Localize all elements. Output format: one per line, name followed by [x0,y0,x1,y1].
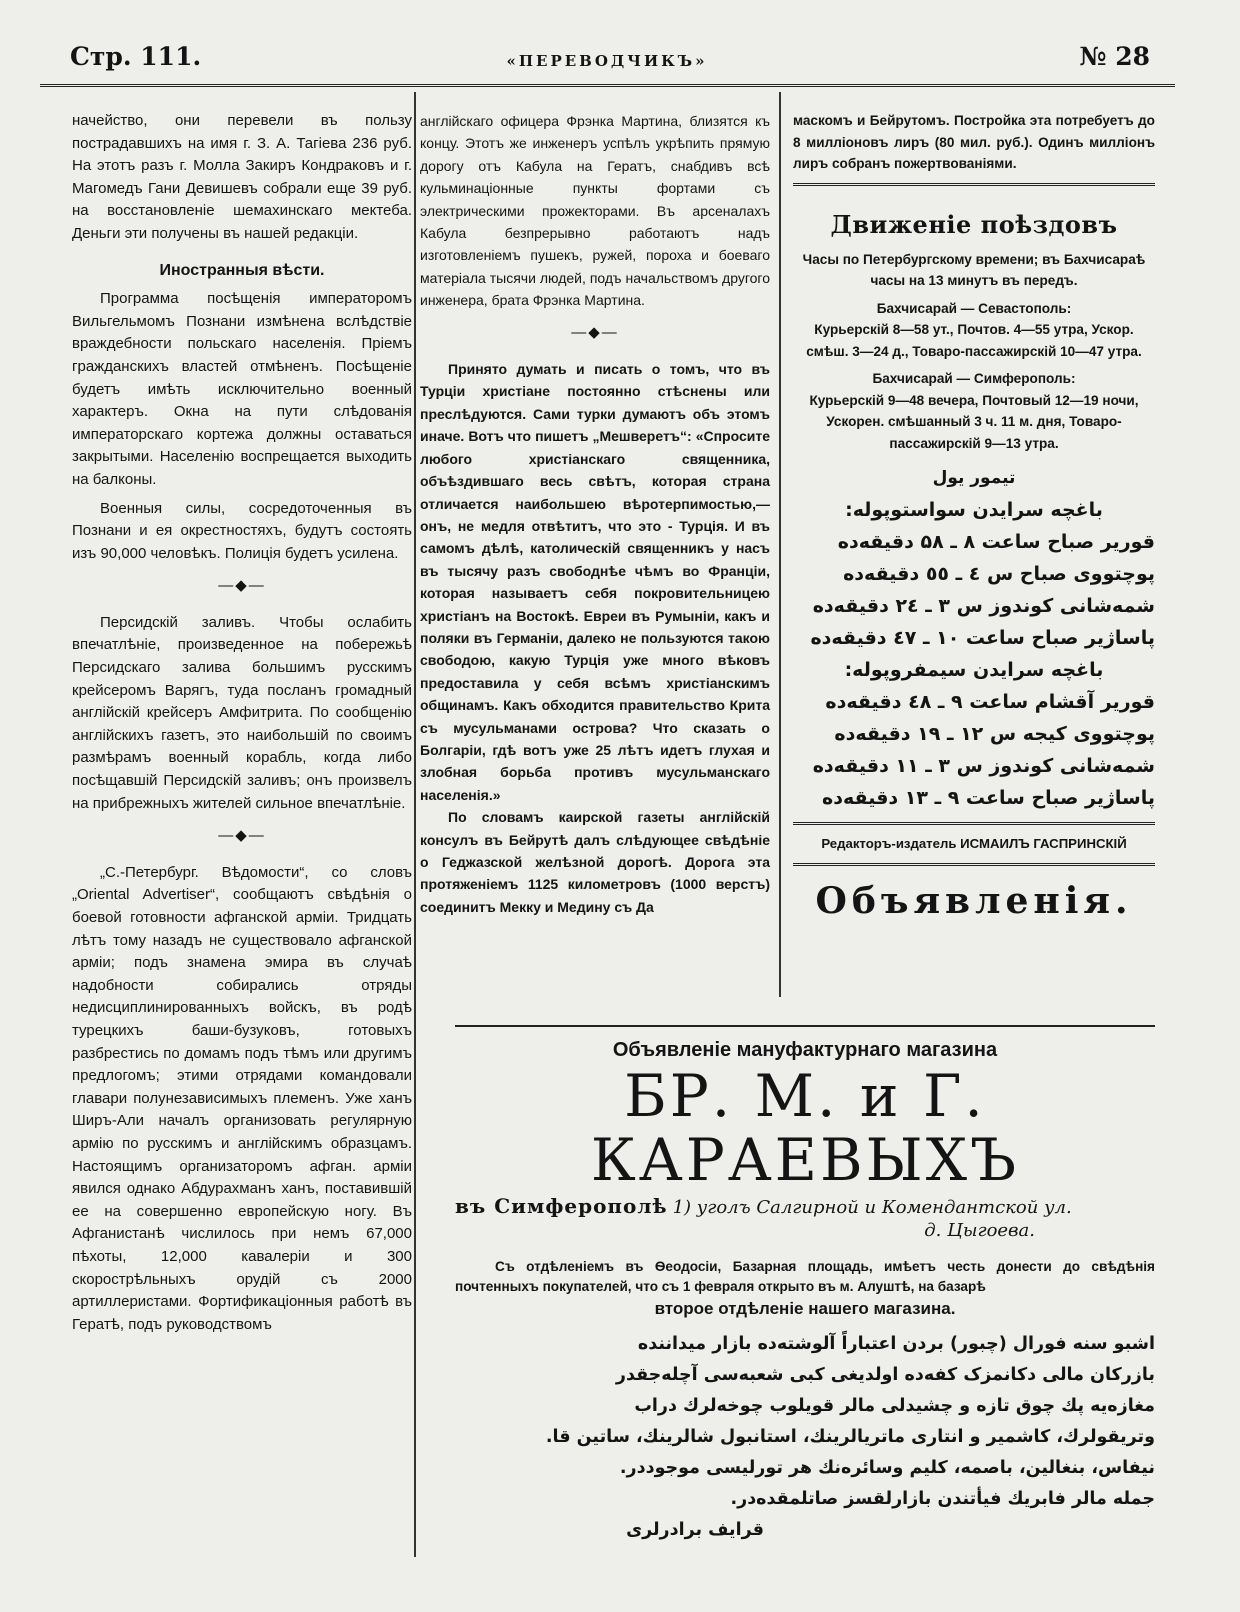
ad-arabic-line: بازرکان مالی دکانمزک کفه‌ده اولدیغی کبی شعبه‌سی آچله‌جقدر [615,1365,1155,1385]
arabic-route-2-line: قوریر آقشام ساعت ۹ ـ ٤٨ دقیقه‌ده [825,691,1155,713]
column-3-rule [793,183,1155,186]
header-rule [40,84,1175,87]
ad-arabic-line: مغازه‌یه پك چوق تازه و چشیدلی مالر قویلوب چوخه‌لرك دراب [634,1396,1155,1416]
arabic-route-1-line: شمه‌شانی کوندوز س ۳ ـ ۲٤ دقیقه‌ده [812,595,1155,617]
separator-ornament: —◆— [571,323,619,341]
newspaper-title: «ПЕРЕВОДЧИКЪ» [506,52,708,70]
ad-arabic-text [455,1329,1155,1546]
arabic-route-1-title: باغچه سرایدن سواستوپوله: [845,499,1103,521]
donation-paragraph: начейство, они перевели въ пользу пострадавшихъ на имя г. З. А. Тагіева 236 руб. На этотъ разъ г. Молла Закиръ Кондраковъ и г. Магомедъ Гани Девишевъ собрали еще 39 руб. на восстановленіе шемахинскаго мектеба. Деньги эти получены въ нашей редакціи. [72,112,412,242]
poznan-forces-paragraph: Военныя силы, сосредоточенныя въ Познани и ея окрестностяхъ, будутъ состоять изъ 90,000 человѣкъ. Полиція будетъ усилена. [72,499,412,562]
column-divider-1 [414,92,416,1557]
arabic-route-2-line: پوچتووی کیجه س ۱۲ ـ ۱۹ دقیقه‌ده [834,723,1155,745]
ad-title: Объявленіе мануфактурнаго магазина [612,1039,998,1061]
separator-ornament: —◆— [218,827,266,845]
ad-body-text: Съ отдѣленіемъ въ Ѳеодосіи, Базарная площадь, имѣетъ честь донести до свѣдѣнія почтенныхъ покупателей, что съ 1 февраля открыто въ м. Алуштѣ, на базарѣ [455,1259,1155,1294]
ad-building: д. Цыгоева. [924,1220,1035,1241]
ad-arabic-line: اشبو سنه فورال (چبور) بردن اعتباراً آلوشته‌ده بازار میداننده [637,1334,1155,1354]
trains-heading: Движеніе поѣздовъ [830,209,1118,239]
railway-cost-paragraph: маскомъ и Бейрутомъ. Постройка эта потребуетъ до 8 милліоновъ лиръ (80 мил. руб.). Одинъ милліонъ лиръ собранъ пожертвованіями. [793,113,1155,171]
arabic-route-2-line: پاساژیر صباح ساعت ۹ ـ ۱۳ دقیقه‌ده [822,787,1155,809]
separator-ornament: —◆— [218,577,266,595]
persian-gulf-paragraph: Персидскій заливъ. Чтобы ослабить впечатлѣніе, произведенное на побережьѣ Персидскаго залива большимъ русскимъ крейсеромъ Варягъ, туда посланъ громадный англійскій крейсеръ Амфитрита. По сообщенію англійскихъ газетъ, это наибольшій по своимъ размѣрамъ военный корабль, когда либо посѣщавшій Персидскій заливъ; онъ произвелъ на прибрежныхъ жителей сильное впечатлѣніе. [72,613,412,812]
route-1-title: Бахчисарай — Севастополь: [876,300,1072,316]
route-1-schedule: Курьерскій 8—58 ут., Почтов. 4—55 утра, Ускор. смѣш. 3—24 д., Товаро-пассажирскій 10—47 утра. [806,322,1142,359]
arabic-route-1-line: پوچتووی صباح س ٤ ـ ٥٥ دقیقه‌ده [843,563,1155,585]
ad-arabic-line: جمله مالر فابریك فیأتندن بازارلقسز صاتلمقده‌در. [730,1489,1155,1509]
section-heading-foreign-news: Иностранныя вѣсти. [159,261,325,279]
editor-line: Редакторъ-издатель ИСМАИЛЪ ГАСПРИНСКІЙ [821,836,1127,851]
route-2-schedule: Курьерскій 9—48 вечера, Почтовый 12—19 ночи, Ускорен. смѣшанный 3 ч. 11 м. дня, Товаро-пассажирскій 9—13 утра. [809,392,1139,451]
turkey-tolerance-paragraph: Принято думать и писать о томъ, что въ Турціи христіане постоянно стѣснены или преслѣдуются. Сами турки думаютъ объ этомъ иначе. Вотъ что пишетъ „Мешверетъ“: «Спросите любого христіанскаго священника, объѣздившаго весь свѣтъ, которая страна отличается наибольшею вѣротерпимостью,— онъ, не медля отвѣтитъ, что это - Турція. И въ самомъ дѣлѣ, католическій священникъ у насъ въ тысячу разъ свободнѣе чѣмъ во Франціи, которая называетъ себя покровительницею христіанъ на Востокѣ. Евреи въ Румыніи, какъ и поляки въ Германіи, далеко не пользуются такою свободою, какую Турція уже много вѣковъ предоставила у себя всѣмъ христіанскимъ общинамъ. Какъ обходится правительство Крита съ мусульманами острова? Что сказать о Болгаріи, гдѣ вотъ уже 25 лѣтъ идетъ глухая и злобная борьба противъ мусульманскаго населенія.» [420,361,770,803]
column-3-rule [793,863,1155,866]
column-divider-2 [779,92,781,997]
arabic-route-2-line: شمه‌شانی کوندوز س ۳ ـ ۱۱ دقیقه‌ده [812,755,1155,777]
page-header [42,40,1172,84]
issue-number: № 28 [1079,42,1150,71]
arabic-route-1-line: قوریر صباح ساعت ۸ ـ ۵۸ دقیقه‌ده [837,531,1155,553]
arabic-trains-title: تیمور یول [932,468,1016,488]
martin-paragraph: англійскаго офицера Фрэнка Мартина, близятся къ концу. Этотъ же инженеръ успѣлъ укрѣпить прямую дорогу отъ Кабула на Гератъ, снабдивъ всѣ кульминаціонные пункты фортами съ электрическими прожекторами. Въ арсеналахъ Кабула безпрерывно работаютъ надъ изготовленіемъ пушекъ, ружей, пороха и боеваго матеріала тысячи людей, подъ начальствомъ другого инженера, брата Фрэнка Мартина. [420,113,770,309]
poznan-paragraph: Программа посѣщенія императоромъ Вильгельмомъ Познани измѣнена вслѣдствіе враждебности польскаго населенія. Пріемъ гражданскихъ властей отмѣненъ. Посѣщеніе будетъ имѣть исключительно военный характеръ. Окна на пути слѣдованія императорскаго кортежа должны оставаться закрытыми. Населенію воспрещается выходить на балконы. [72,290,412,488]
ad-city: въ Симферополѣ [455,1194,668,1218]
hejaz-railway-paragraph: По словамъ каирской газеты англійскій консулъ въ Бейрутѣ далъ слѣдующее свѣдѣніе о Геджазской желѣзной дорогѣ. Дорога эта протяженіемъ 1125 километровъ (1000 верстъ) соединитъ Мекку и Медину съ Да [420,809,770,915]
trains-note: Часы по Петербургскому времени; въ Бахчисараѣ часы на 13 минутъ въ передъ. [802,251,1146,288]
page-number: Стр. 111. [70,42,202,71]
column-3-rule [793,822,1155,825]
ad-arabic-line: نیفاس، بنغالین، باصمه، کلیم وسائره‌نك هر تورلیسی موجوددر. [619,1458,1155,1478]
afghan-army-paragraph: „С.-Петербург. Вѣдомости“, со словъ „Oriental Advertiser“, сообщаютъ свѣдѣнія о боевой готовности афганской арміи. Тридцать лѣтъ тому назадъ не существовало афганской арміи; подъ знамена эмира въ случаѣ надобности собирались отряды недисциплинированныхъ войскъ, въ родѣ турецкихъ баши-бузуковъ, готовыхъ разбрестись по домамъ подъ тѣмъ или другимъ предлогомъ; этими отрядами командовали главари полунезависимыхъ племенъ. Уже ханъ Ширъ-Али началъ организовать регулярную армію по русскимъ и англійскимъ образцамъ. Настоящимъ организаторомъ афган. арміи явился однако Абдурахманъ ханъ, поставившій ее на совершенно европейскую ногу. Въ Афганистанѣ числилось при немъ 67,000 пѣхоты, 12,000 кавалеріи и 300 скорострѣльныхъ орудій съ 2000 артиллеристами. Фортификаціонныя работѣ въ Гератѣ, подъ руководствомъ [72,863,412,1333]
arabic-route-2-title: باغچه سرایدن سیمفروپوله: [844,659,1104,681]
ad-store-name: БР. М. и Г. КАРАЕВЫХЪ [590,1062,1020,1194]
advertisement-block [455,1025,1155,1546]
column-1 [72,110,412,1336]
ad-signature: قرایف برادرلری [626,1520,764,1540]
column-2 [420,110,770,918]
arabic-route-1-line: پاساژیر صباح ساعت ۱۰ ـ ٤٧ دقیقه‌ده [810,627,1155,649]
advertisements-heading: Объявленія. [815,879,1133,922]
ad-second-branch: второе отдѣленіе нашего магазина. [654,1299,956,1318]
ad-address-line [455,1194,1155,1218]
ad-arabic-line: وتریقولرك، کاشمیر و انتاری ماتریالرینك، استانبول شالرینك، ساتین قا. [545,1427,1155,1447]
route-2-title: Бахчисарай — Симферополь: [872,371,1076,386]
column-3 [793,110,1155,922]
ad-address: 1) уголъ Салгирной и Комендантской ул. [672,1197,1072,1218]
